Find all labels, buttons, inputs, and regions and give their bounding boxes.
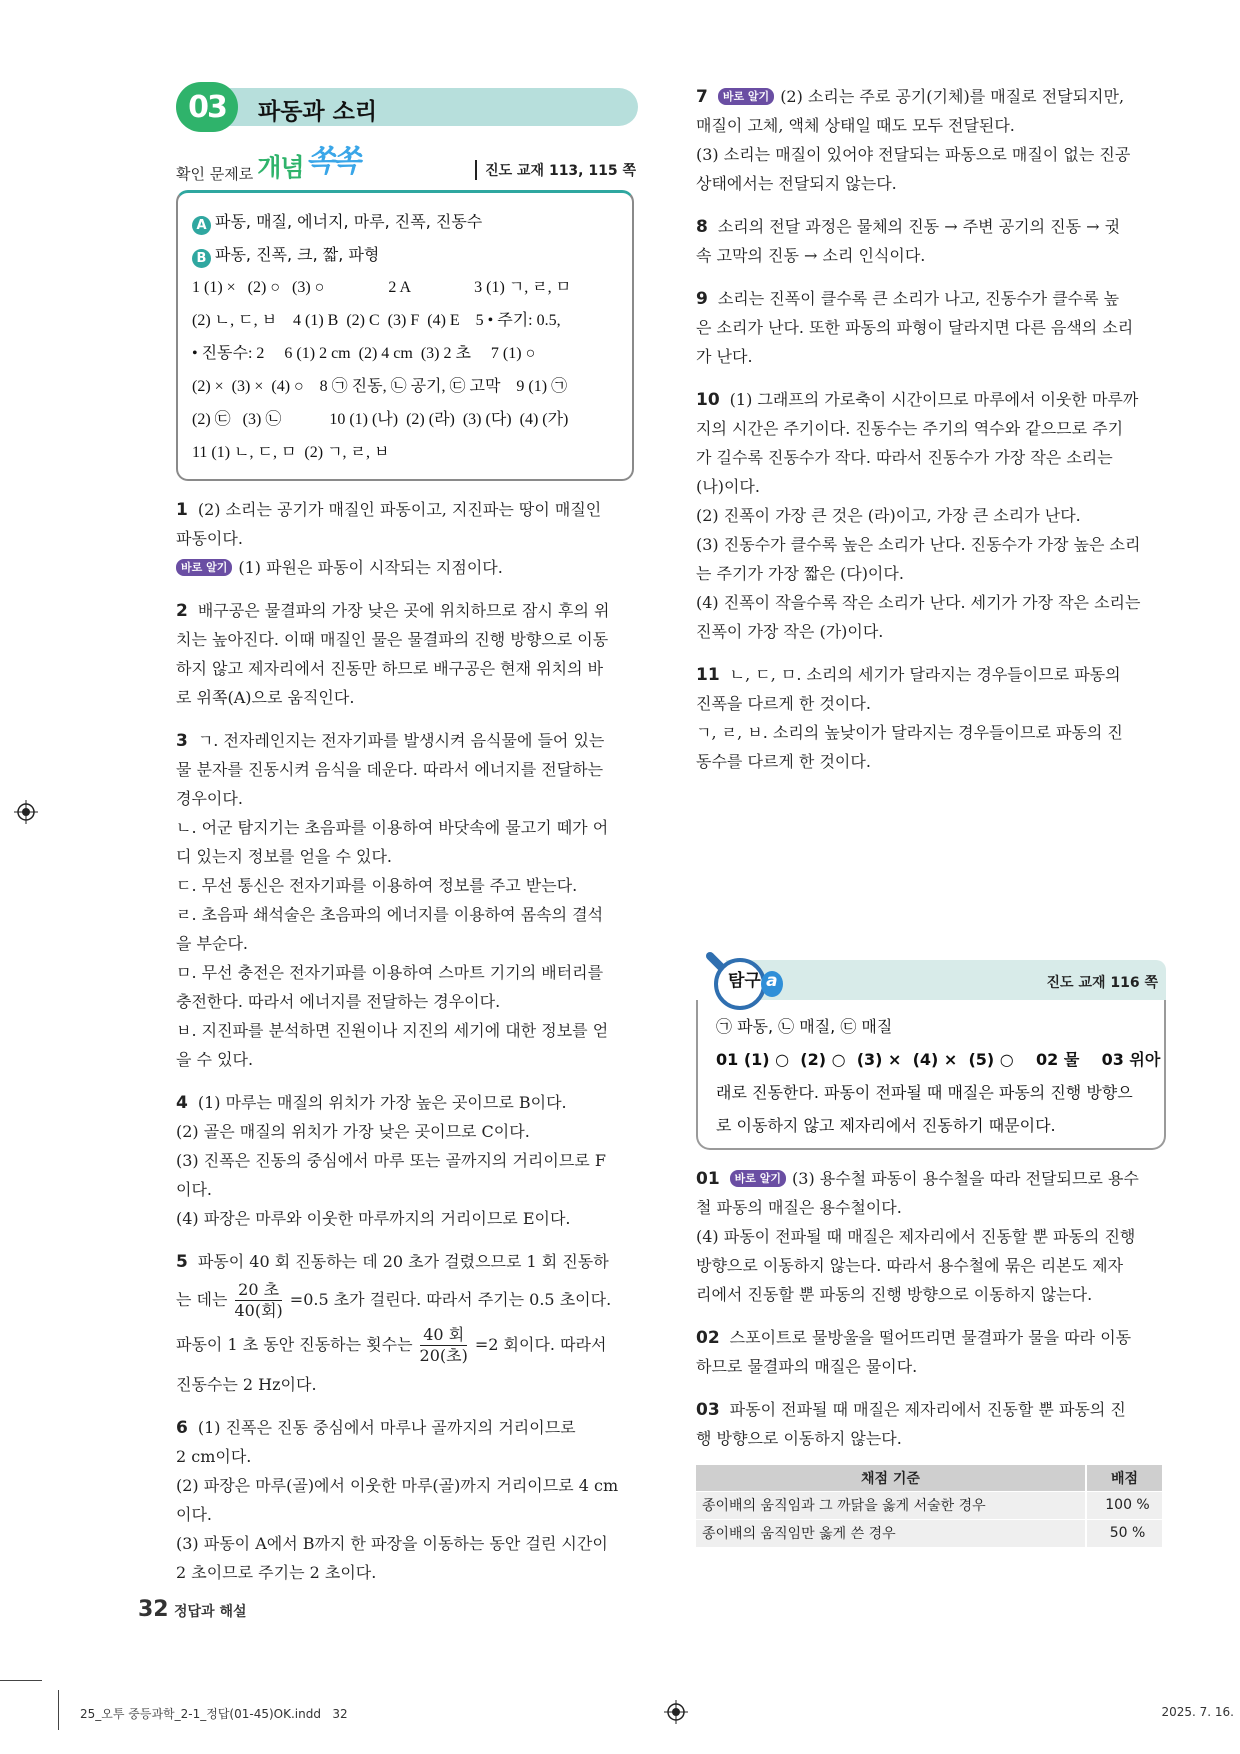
- text: 이다.: [176, 1505, 212, 1524]
- text: 진폭이 가장 작은 (가)이다.: [696, 622, 884, 641]
- score-cell: 50 %: [1086, 1519, 1162, 1547]
- explanation-8: [696, 212, 1162, 270]
- answer-line: [192, 205, 618, 238]
- text: (2) 진폭이 가장 큰 것은 (라)이고, 가장 큰 소리가 난다.: [696, 506, 1081, 525]
- text: (1) 마루는 매질의 위치가 가장 높은 곳이므로 B이다.: [197, 1093, 567, 1112]
- answer-line: [192, 238, 618, 271]
- inquiry-ref: 진도 교재 116 쪽: [1046, 975, 1158, 991]
- text: 소리의 전달 과정은 물체의 진동 → 주변 공기의 진동 → 귓: [717, 217, 1121, 236]
- registration-mark-icon: [664, 1700, 688, 1724]
- item-number: 10: [696, 390, 720, 410]
- text: 상태에서는 전달되지 않는다.: [696, 174, 897, 193]
- text: (4) 진폭이 작을수록 작은 소리가 난다. 세기가 가장 작은 소리는: [696, 593, 1141, 612]
- text: ㄷ. 무선 통신은 전자기파를 이용하여 정보를 주고 받는다.: [176, 876, 578, 895]
- scoring-table: [696, 1465, 1162, 1548]
- item-number: 8: [696, 217, 708, 237]
- concept-title-b: 쏙쏙: [305, 144, 358, 179]
- text: 은 소리가 난다. 또한 파동의 파형이 달라지면 다른 음색의 소리: [696, 318, 1134, 337]
- text: ㄴ. 어군 탐지기는 초음파를 이용하여 바닷속에 물고기 떼가 어: [176, 818, 609, 837]
- text: (1) 진폭은 진동 중심에서 마루나 골까지의 거리이므로: [197, 1418, 576, 1437]
- text: 지의 시간은 주기이다. 진동수는 주기의 역수와 같으므로 주기: [696, 419, 1124, 438]
- explanation-3: [176, 726, 642, 1074]
- left-column: [176, 82, 642, 1587]
- explanation-10: [696, 385, 1162, 646]
- text: ㅂ. 지진파를 분석하면 진원이나 지진의 세기에 대한 정보를 얻: [176, 1021, 609, 1040]
- text: 충전한다. 따라서 에너지를 전달하는 경우이다.: [176, 992, 501, 1011]
- text: 진동수는 2 Hz이다.: [176, 1375, 317, 1394]
- text: =2 회이다. 따라서: [474, 1335, 607, 1354]
- page-number: 32: [138, 1597, 169, 1622]
- text: 을 부순다.: [176, 934, 248, 953]
- text: 매질이 고체, 액체 상태일 때도 모두 전달된다.: [696, 116, 1015, 135]
- text: (3) 파동이 A에서 B까지 한 파장을 이동하는 동안 걸린 시간이: [176, 1534, 608, 1553]
- answer-line: (2) × (3) × (4) ○ 8 ㉠ 진동, ㉡ 공기, ㉢ 고막 9 (1) ㉠: [192, 378, 568, 395]
- explanation-1: [176, 495, 642, 582]
- concept-title-a: 개념: [257, 153, 304, 182]
- item-number: 11: [696, 665, 720, 685]
- text: 하므로 물결파의 매질은 물이다.: [696, 1357, 918, 1376]
- numerator: 20 초: [235, 1280, 282, 1301]
- text: 2 초이므로 주기는 2 초이다.: [176, 1563, 377, 1582]
- text: 경우이다.: [176, 789, 243, 808]
- slug-date: 2025. 7. 16.: [1161, 1705, 1234, 1719]
- text: 디 있는지 정보를 얻을 수 있다.: [176, 847, 392, 866]
- inquiry-line: 로 이동하지 않고 제자리에서 진동하기 때문이다.: [716, 1116, 1056, 1135]
- text: 동수를 다르게 한 것이다.: [696, 752, 871, 771]
- text: 2 cm이다.: [176, 1447, 252, 1466]
- concept-heading: [176, 144, 642, 184]
- text: 진폭을 다르게 한 것이다.: [696, 694, 871, 713]
- criteria-header: 채점 기준: [696, 1465, 1086, 1491]
- item-number: 1: [176, 500, 188, 520]
- text: (나)이다.: [696, 477, 760, 496]
- correction-tag: 바로 알기: [730, 1170, 786, 1187]
- answer-line: • 진동수: 2 6 (1) 2 cm (2) 4 cm (3) 2 초 7 (1) ○: [192, 345, 536, 362]
- section-title: 파동과 소리: [258, 99, 378, 125]
- text: 리에서 진동할 뿐 파동의 진행 방향으로 이동하지 않는다.: [696, 1285, 1093, 1304]
- mark-b: B: [192, 249, 211, 268]
- crop-mark: [58, 1690, 59, 1730]
- explanation-4: [176, 1088, 642, 1233]
- footer-label: 정답과 해설: [174, 1604, 247, 1620]
- text: 파동이 1 초 동안 진동하는 횟수는: [176, 1335, 413, 1354]
- text: 가 난다.: [696, 347, 753, 366]
- item-number: 01: [696, 1169, 720, 1189]
- score-cell: 100 %: [1086, 1491, 1162, 1519]
- text: (4) 파동이 전파될 때 매질은 제자리에서 진동할 뿐 파동의 진행: [696, 1227, 1136, 1246]
- section-header: [176, 82, 638, 132]
- fraction: [231, 1280, 285, 1321]
- text: ㄱ, ㄹ, ㅂ. 소리의 높낮이가 달라지는 경우들이므로 파동의 진: [696, 723, 1123, 742]
- item-number: 5: [176, 1252, 188, 1272]
- inquiry-letter: a: [761, 971, 783, 997]
- numerator: 40 회: [420, 1325, 467, 1346]
- inquiry-explanation-03: [696, 1395, 1162, 1453]
- mark-a: A: [192, 216, 211, 235]
- criteria-cell: 종이배의 움직임과 그 까닭을 옳게 서술한 경우: [696, 1491, 1086, 1519]
- criteria-cell: 종이배의 움직임만 옳게 쓴 경우: [696, 1519, 1086, 1547]
- text: ㄴ, ㄷ, ㅁ. 소리의 세기가 달라지는 경우들이므로 파동의: [729, 665, 1121, 684]
- text: 치는 높아진다. 이때 매질인 물은 물결파의 진행 방향으로 이동: [176, 630, 609, 649]
- answer-line: (2) ㉢ (3) ㉡ 10 (1) (나) (2) (라) (3) (다) (4) (가): [192, 411, 569, 428]
- text: 는 데는: [176, 1290, 228, 1309]
- crop-mark: [0, 1680, 42, 1681]
- item-number: 9: [696, 289, 708, 309]
- fraction: [417, 1325, 471, 1366]
- explanation-6: [176, 1413, 642, 1587]
- text: (1) 파원은 파동이 시작되는 지점이다.: [238, 558, 503, 577]
- inquiry-line: 래로 진동한다. 파동이 전파될 때 매질은 파동의 진행 방향으: [716, 1083, 1133, 1102]
- text: 물 분자를 진동시켜 음식을 데운다. 따라서 에너지를 전달하는: [176, 760, 604, 779]
- text: 방향으로 이동하지 않는다. 따라서 용수철에 묶은 리본도 제자: [696, 1256, 1124, 1275]
- explanation-5: [176, 1247, 642, 1399]
- right-column: [696, 82, 1162, 1548]
- answer-line: 11 (1) ㄴ, ㄷ, ㅁ (2) ㄱ, ㄹ, ㅂ: [192, 444, 390, 461]
- explanation-11: [696, 660, 1162, 776]
- answer-text: 파동, 진폭, 크, 짧, 파형: [215, 245, 380, 264]
- text: (1) 그래프의 가로축이 시간이므로 마루에서 이웃한 마루까: [729, 390, 1139, 409]
- item-number: 3: [176, 731, 188, 751]
- correction-tag: 바로 알기: [718, 88, 774, 105]
- text: 하지 않고 제자리에서 진동만 하므로 배구공은 현재 위치의 바: [176, 659, 604, 678]
- text: 을 수 있다.: [176, 1050, 254, 1069]
- denominator: 20(초): [419, 1346, 468, 1365]
- slug-file: 25_오투 중등과학_2-1_정답(01-45)OK.indd 32: [80, 1707, 348, 1721]
- concept-ref: 진도 교재 113, 115 쪽: [475, 160, 636, 180]
- text: 속 고막의 진동 → 소리 인식이다.: [696, 246, 926, 265]
- inquiry-header: [696, 946, 1166, 1000]
- item-number: 03: [696, 1400, 720, 1420]
- denominator: 40(회): [234, 1301, 283, 1320]
- text: (2) 소리는 공기가 매질인 파동이고, 지진파는 땅이 매질인: [197, 500, 602, 519]
- item-number: 2: [176, 601, 188, 621]
- explanation-9: [696, 284, 1162, 371]
- text: (3) 진폭은 진동의 중심에서 마루 또는 골까지의 거리이므로 F: [176, 1151, 606, 1170]
- item-number: 7: [696, 87, 708, 107]
- answer-line: 1 (1) × (2) ○ (3) ○ 2 A 3 (1) ㄱ, ㄹ, ㅁ: [192, 279, 572, 296]
- text: ㄱ. 전자레인지는 전자기파를 발생시켜 음식물에 들어 있는: [197, 731, 605, 750]
- registration-mark-icon: [14, 800, 38, 824]
- correction-tag: 바로 알기: [176, 559, 232, 576]
- answer-line: (2) ㄴ, ㄷ, ㅂ 4 (1) B (2) C (3) F (4) E 5 • 주기: 0.5,: [192, 312, 561, 329]
- table-row: [696, 1491, 1162, 1519]
- item-number: 02: [696, 1328, 720, 1348]
- inquiry-explanation-02: [696, 1323, 1162, 1381]
- item-number: 6: [176, 1418, 188, 1438]
- text: 이다.: [176, 1180, 212, 1199]
- table-header-row: [696, 1465, 1162, 1491]
- text: (3) 용수철 파동이 용수철을 따라 전달되므로 용수: [792, 1169, 1139, 1188]
- explanation-7: [696, 82, 1162, 198]
- text: 파동이 40 회 진동하는 데 20 초가 걸렸으므로 1 회 진동하: [197, 1252, 609, 1271]
- text: 는 주기가 가장 짧은 (다)이다.: [696, 564, 904, 583]
- answer-text: 파동, 매질, 에너지, 마루, 진폭, 진동수: [215, 212, 483, 231]
- text: 파동이 전파될 때 매질은 제자리에서 진동할 뿐 파동의 진: [729, 1400, 1126, 1419]
- section-number: 03: [176, 82, 238, 132]
- text: (2) 골은 매질의 위치가 가장 낮은 곳이므로 C이다.: [176, 1122, 530, 1141]
- text: =0.5 초가 걸린다. 따라서 주기는 0.5 초이다.: [289, 1290, 612, 1309]
- text: 가 길수록 진동수가 작다. 따라서 진동수가 가장 작은 소리는: [696, 448, 1113, 467]
- text: (2) 파장은 마루(골)에서 이웃한 마루(골)까지 거리이므로 4 cm: [176, 1476, 619, 1495]
- score-header: 배점: [1086, 1465, 1162, 1491]
- text: 철 파동의 매질은 용수철이다.: [696, 1198, 902, 1217]
- text: (4) 파장은 마루와 이웃한 마루까지의 거리이므로 E이다.: [176, 1209, 571, 1228]
- text: 소리는 진폭이 클수록 큰 소리가 나고, 진동수가 클수록 높: [717, 289, 1120, 308]
- inquiry-label-text: 탐구: [728, 971, 761, 991]
- text: 행 방향으로 이동하지 않는다.: [696, 1429, 902, 1448]
- text: (2) 소리는 주로 공기(기체)를 매질로 전달되지만,: [780, 87, 1125, 106]
- table-row: [696, 1519, 1162, 1547]
- explanation-2: [176, 596, 642, 712]
- text: (3) 소리는 매질이 있어야 전달되는 파동으로 매질이 없는 진공: [696, 145, 1131, 164]
- text: 파동이다.: [176, 529, 243, 548]
- inquiry-line: ㉠ 파동, ㉡ 매질, ㉢ 매질: [716, 1017, 893, 1036]
- text: ㅁ. 무선 충전은 전자기파를 이용하여 스마트 기기의 배터리를: [176, 963, 604, 982]
- item-number: 4: [176, 1093, 188, 1113]
- inquiry-line: 01 (1) ○ (2) ○ (3) × (4) × (5) ○ 02 물 03 위아: [716, 1050, 1161, 1069]
- text: 배구공은 물결파의 가장 낮은 곳에 위치하므로 잠시 후의 위: [197, 601, 610, 620]
- text: 로 위쪽(A)으로 움직인다.: [176, 688, 355, 707]
- inquiry-body: [696, 1000, 1166, 1150]
- text: (3) 진동수가 클수록 높은 소리가 난다. 진동수가 가장 높은 소리: [696, 535, 1141, 554]
- answer-box: [176, 190, 634, 481]
- inquiry-label: [728, 966, 783, 997]
- text: 스포이트로 물방울을 떨어뜨리면 물결파가 물을 따라 이동: [729, 1328, 1132, 1347]
- inquiry-explanation-01: [696, 1164, 1162, 1309]
- concept-prefix: 확인 문제로: [176, 165, 254, 183]
- inquiry-box: [696, 946, 1166, 1150]
- text: ㄹ. 초음파 쇄석술은 초음파의 에너지를 이용하여 몸속의 결석: [176, 905, 604, 924]
